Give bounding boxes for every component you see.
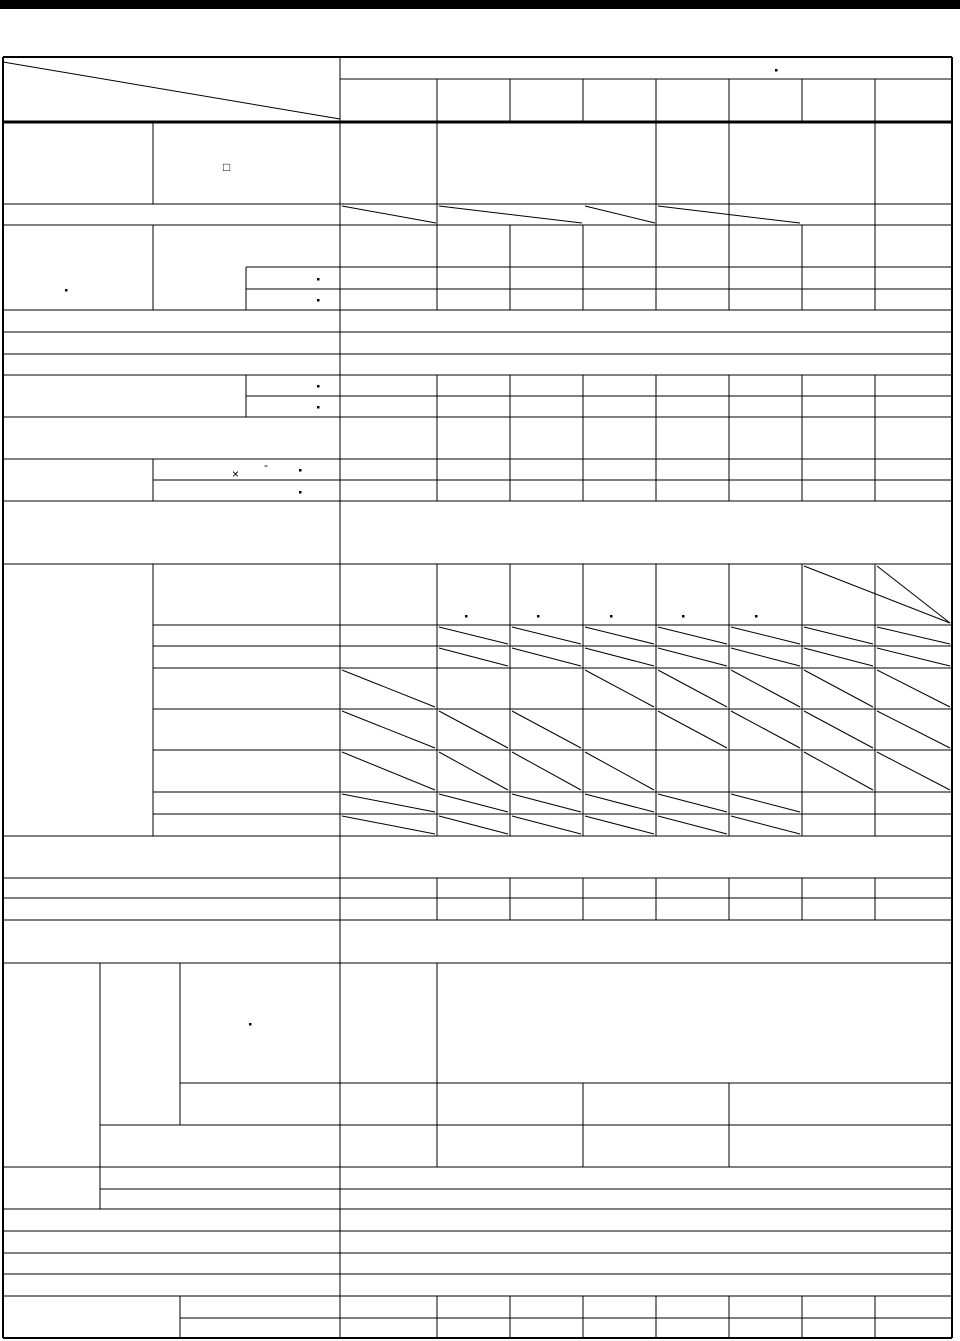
small-mark	[65, 289, 68, 292]
diagonal-strike	[658, 816, 727, 834]
diagonal-strike	[585, 752, 654, 790]
small-mark	[249, 1023, 252, 1026]
diagonal-strike	[585, 794, 654, 812]
diagonal-strike	[731, 816, 800, 834]
diagonal-strike	[439, 648, 508, 666]
diagonal-strike	[439, 816, 508, 834]
diagonal-strike	[804, 648, 873, 666]
diagonal-strike	[439, 711, 508, 748]
diagonal-strike	[585, 816, 654, 834]
small-mark	[299, 469, 302, 472]
diagonal-strike	[804, 711, 873, 748]
diagonal-strike	[585, 206, 655, 223]
diagonal-strike	[658, 794, 727, 812]
small-mark	[465, 615, 468, 618]
small-mark	[610, 615, 613, 618]
small-mark	[317, 278, 320, 281]
diagonal-strike	[877, 627, 950, 644]
checkbox-glyph: □	[223, 160, 231, 174]
diagonal-strike	[512, 816, 581, 834]
small-mark	[317, 406, 320, 409]
diagonal-strike	[877, 566, 950, 623]
diagonal-strike	[731, 711, 800, 748]
superscript-dash: -	[264, 458, 268, 472]
diagonal-strike	[512, 627, 581, 644]
diagonal-strike	[804, 670, 873, 707]
small-mark	[682, 615, 685, 618]
diagonal-strike	[512, 711, 581, 748]
diagonal-strike	[342, 752, 435, 790]
diagonal-strike	[439, 206, 582, 223]
diagonal-strike	[439, 752, 508, 790]
diagonal-strike	[731, 627, 800, 644]
diagonal-strike	[731, 670, 800, 707]
diagonal-strike	[658, 627, 727, 644]
diagonal-strike	[585, 670, 654, 707]
small-mark	[775, 69, 778, 72]
diagonal-strike	[877, 711, 950, 748]
diagonal-strike	[804, 752, 873, 790]
small-mark	[755, 615, 758, 618]
table-grid-lines	[3, 57, 952, 1338]
diagonal-strike	[439, 794, 508, 812]
small-mark	[317, 299, 320, 302]
diagonal-strike	[877, 752, 950, 790]
diagonal-strike	[585, 627, 654, 644]
small-mark	[299, 491, 302, 494]
table-small-marks	[65, 69, 778, 1026]
diagonal-strike	[512, 794, 581, 812]
diagonal-strike	[342, 206, 436, 223]
diagonal-strike	[342, 816, 435, 834]
multiply-glyph: ×	[232, 467, 240, 481]
diagonal-strike	[804, 627, 873, 644]
diagonal-strike	[658, 711, 727, 748]
diagonal-strike	[658, 670, 727, 707]
diagonal-strike	[731, 794, 800, 812]
diagonal-strike	[731, 648, 800, 666]
diagonal-strike	[804, 566, 950, 623]
diagonal-strike	[342, 794, 435, 812]
diagonal-strike	[512, 648, 581, 666]
header-corner-diagonal	[3, 62, 340, 119]
diagonal-strike	[585, 648, 654, 666]
diagonal-strike	[439, 627, 508, 644]
table-diagonal-strikes	[342, 206, 950, 834]
diagonal-strike	[877, 648, 950, 666]
diagonal-strike	[512, 752, 581, 790]
diagonal-strike	[877, 670, 950, 707]
small-mark	[537, 615, 540, 618]
diagonal-strike	[342, 670, 435, 707]
diagonal-strike	[658, 648, 727, 666]
small-mark	[317, 385, 320, 388]
diagonal-strike	[342, 711, 435, 748]
